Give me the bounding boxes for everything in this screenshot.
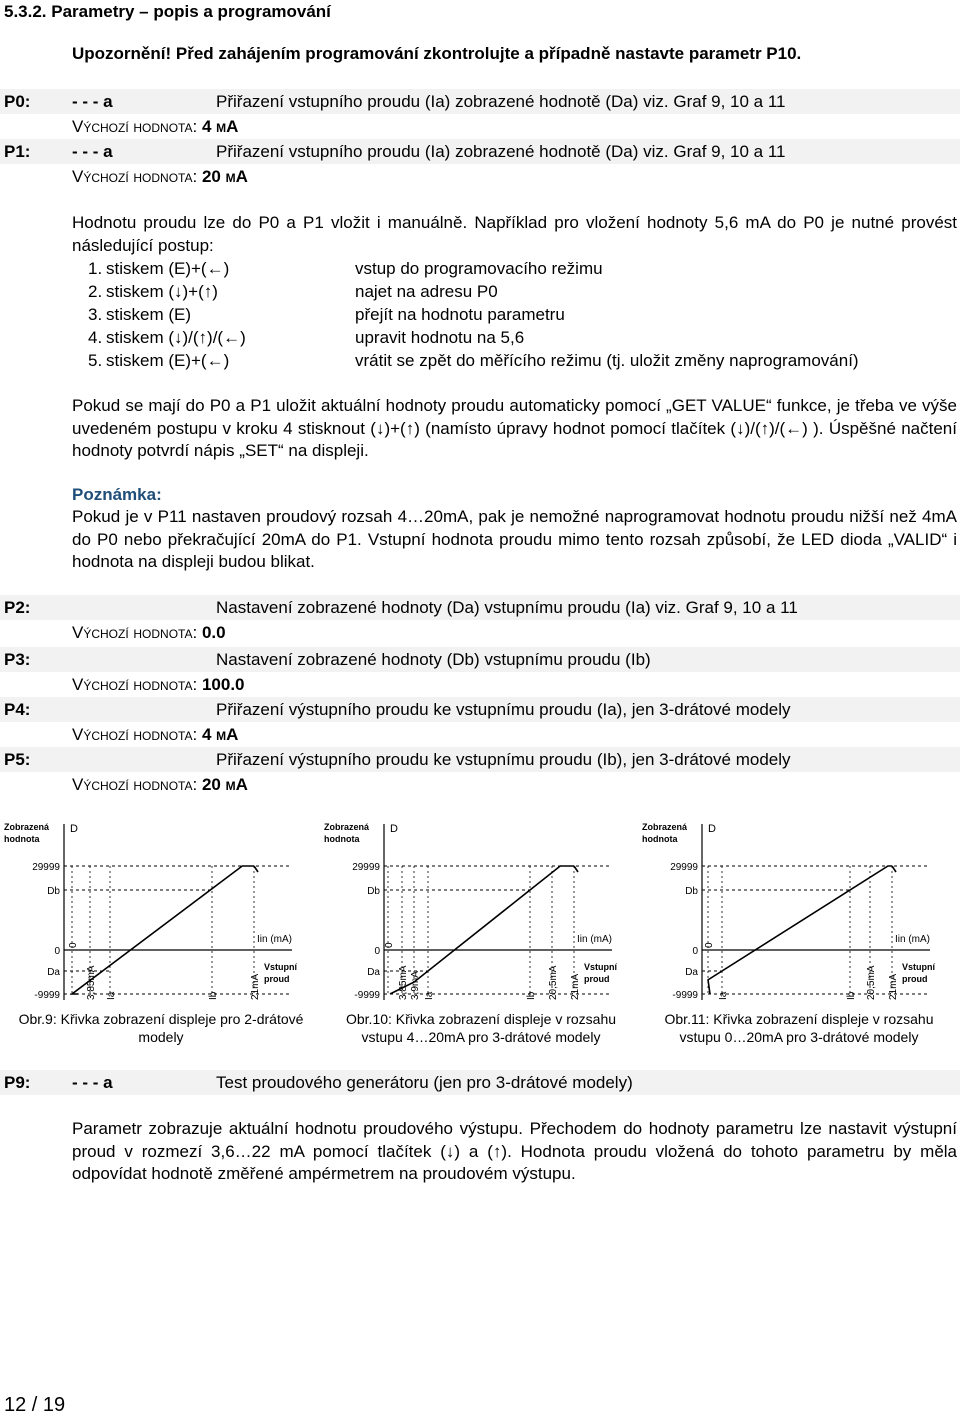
p5-default-value: 20 mA [201,775,248,794]
x-axis-caption: Vstupní [584,962,617,972]
step-action: stiskem (↓)/(↑)/(←) [106,328,246,347]
manual-intro: Hodnotu proudu lze do P0 a P1 vložit i manuálně. Například pro vložení hodnoty 5,6 mA do P0 je nutné provést následující postup: [72,213,957,255]
x-tick-label: 0 [68,942,79,948]
section-heading: 5.3.2. Parametry – popis a programování [4,2,331,21]
note-paragraph: Pokud je v P11 nastaven proudový rozsah 4…20mA, pak je nemožné naprogramovat hodnotu proudu nižší než 4mA do P0 nebo překračující 20mA do P1. Vstupní hodnota proudu mimo tento rozsah způsobí, že LED dioda „VALID“ i hodnota na displeji budou blikat. [72,507,957,571]
y-tick-label: 29999 [352,862,380,873]
p4-description: Přiřazení výstupního proudu ke vstupnímu proudu (Ia), jen 3-drátové modely [216,700,791,719]
y-axis-title: Zobrazená [324,822,370,832]
x-axis-caption: Vstupní [264,962,297,972]
display-curve-end [892,866,896,872]
p0-description: Přiřazení vstupního proudu (Ia) zobrazené hodnotě (Da) viz. Graf 9, 10 a 11 [216,92,786,111]
default-label: Výchozí hodnota: [72,725,198,744]
p0-default-value: 4 mA [201,117,239,136]
x-tick-label: 21mA [888,973,899,1000]
step-result: najet na adresu P0 [355,282,498,301]
p1-description: Přiřazení vstupního proudu (Ia) zobrazené hodnotě (Da) viz. Graf 9, 10 a 11 [216,142,786,161]
chart-obr11 [640,818,940,1008]
y-tick-label: 29999 [670,862,698,873]
x-tick-label: 0 [384,942,395,948]
step-number: 4. [88,328,103,347]
y-tick-label: Da [367,967,380,978]
step-action: stiskem (↓)+(↑) [106,282,218,301]
default-label: Výchozí hodnota: [72,167,198,186]
step-result: vrátit se zpět do měřícího režimu (tj. uložit změny naprogramování) [355,351,859,370]
x-tick-label: 3,85mA [86,965,97,1000]
caption-obr11: Obr.11: Křivka zobrazení displeje v rozsahu vstupu 0…20mA pro 3-drátové modely [664,1011,934,1045]
step-action: stiskem (E) [106,305,191,324]
x-tick-label: Ib [526,991,537,1000]
x-axis-title: Iin (mA) [577,934,612,945]
caption-obr10: Obr.10: Křivka zobrazení displeje v rozsahu vstupu 4…20mA pro 3-drátové modely [345,1011,617,1045]
x-tick-label: 21mA [570,973,581,1000]
warning-text: Upozornění! Před zahájením programování zkontrolujte a případně nastavte parametr P10. [72,44,802,63]
y-tick-label: -9999 [672,990,698,1001]
p4-default [72,725,238,745]
x-tick-label: 21mA [250,973,261,1000]
x-axis-caption: proud [584,974,610,984]
p1-default-value: 20 mA [201,167,248,186]
p4-code: P4: [4,700,31,719]
step-number: 1. [88,259,103,278]
y-tick-label: 29999 [32,862,60,873]
p0-default [72,117,238,137]
p5-code: P5: [4,750,31,769]
display-curve-end [254,866,258,872]
y-tick-label: 0 [54,946,60,957]
p3-description: Nastavení zobrazené hodnoty (Db) vstupnímu proudu (Ib) [216,650,651,669]
x-axis-caption: Vstupní [902,962,935,972]
x-tick-label: 20,5mA [866,965,877,1000]
x-tick-label: 3,9mA [410,971,421,1000]
x-axis-title: Iin (mA) [895,934,930,945]
step-result: upravit hodnotu na 5,6 [355,328,525,347]
y-axis-title: hodnota [4,834,40,844]
x-tick-label: Ib [208,991,219,1000]
x-tick-label: Ia [718,991,729,1000]
display-curve [708,866,892,994]
p3-code: P3: [4,650,31,669]
y-tick-label: 0 [692,946,698,957]
p1-value: - - - a [72,142,113,161]
step-result: přejít na hodnotu parametru [355,305,565,324]
caption-obr9: Obr.9: Křivka zobrazení displeje pro 2-drátové modely [18,1011,304,1045]
p4-default-value: 4 mA [201,725,239,744]
p5-default [72,775,248,795]
get-value-paragraph: Pokud se mají do P0 a P1 uložit aktuální hodnoty proudu automaticky pomocí „GET VALUE“ funkce, je třeba ve výše uvedeném postupu v kroku 4 stisknout (↓)+(↑) (namísto úpravy hodnot pomocí tlačítek (↓)/(↑)/(←) ). Úspěšné načtení hodnoty potvrdí nápis „SET“ na displeji. [72,396,957,460]
step-number: 3. [88,305,103,324]
y-tick-label: -9999 [34,990,60,1001]
p9-description: Test proudového generátoru (jen pro 3-drátové modely) [216,1073,633,1092]
note-title: Poznámka: [72,485,162,504]
p0-code: P0: [4,92,31,111]
default-label: Výchozí hodnota: [72,775,198,794]
p1-default [72,167,248,187]
y-axis-title: hodnota [324,834,360,844]
default-label: Výchozí hodnota: [72,117,198,136]
y-axis-title: Zobrazená [642,822,688,832]
y-axis-letter: D [708,823,716,835]
y-tick-label: -9999 [354,990,380,1001]
step-action: stiskem (E)+(←) [106,351,230,370]
step-result: vstup do programovacího režimu [355,259,603,278]
x-tick-label: Ia [106,991,117,1000]
x-tick-label: 3,85mA [398,965,409,1000]
x-axis-caption: proud [264,974,290,984]
display-curve-end [574,866,578,872]
p2-code: P2: [4,598,31,617]
display-curve [72,866,254,994]
step-number: 5. [88,351,103,370]
p2-description: Nastavení zobrazené hodnoty (Da) vstupnímu proudu (Ia) viz. Graf 9, 10 a 11 [216,598,798,617]
x-tick-label: Ib [846,991,857,1000]
p0-value: - - - a [72,92,113,111]
chart-obr9 [2,818,302,1008]
p3-default-value: 100.0 [201,675,245,694]
y-tick-label: Db [47,886,60,897]
chart-obr10 [322,818,622,1008]
p2-default-value: 0.0 [201,623,226,642]
y-tick-label: 0 [374,946,380,957]
p1-code: P1: [4,142,31,161]
p9-code: P9: [4,1073,31,1092]
y-tick-label: Db [367,886,380,897]
x-tick-label: 0 [704,942,715,948]
y-tick-label: Db [685,886,698,897]
p2-default [72,623,226,643]
default-label: Výchozí hodnota: [72,675,198,694]
page-number: 12 / 19 [4,1394,66,1416]
default-label: Výchozí hodnota: [72,623,198,642]
p9-paragraph: Parametr zobrazuje aktuální hodnotu proudového výstupu. Přechodem do hodnoty parametru lze nastavit výstupní proud v rozmezí 3,6…22 mA pomocí tlačítek (↓) a (↑). Hodnota proudu vložená do tohoto parametru by měla odpovídat hodnotě změřené ampérmetrem na proudovém výstupu. [72,1119,957,1183]
y-axis-letter: D [390,823,398,835]
p9-value: - - - a [72,1073,113,1092]
step-action: stiskem (E)+(←) [106,259,230,278]
x-axis-caption: proud [902,974,928,984]
step-number: 2. [88,282,103,301]
x-axis-title: Iin (mA) [257,934,292,945]
y-axis-letter: D [70,823,78,835]
x-tick-label: Ia [424,991,435,1000]
y-tick-label: Da [685,967,698,978]
p3-default [72,675,245,695]
p5-description: Přiřazení výstupního proudu ke vstupnímu proudu (Ib), jen 3-drátové modely [216,750,791,769]
y-axis-title: Zobrazená [4,822,50,832]
y-axis-title: hodnota [642,834,678,844]
y-tick-label: Da [47,967,60,978]
x-tick-label: 20,5mA [548,965,559,1000]
